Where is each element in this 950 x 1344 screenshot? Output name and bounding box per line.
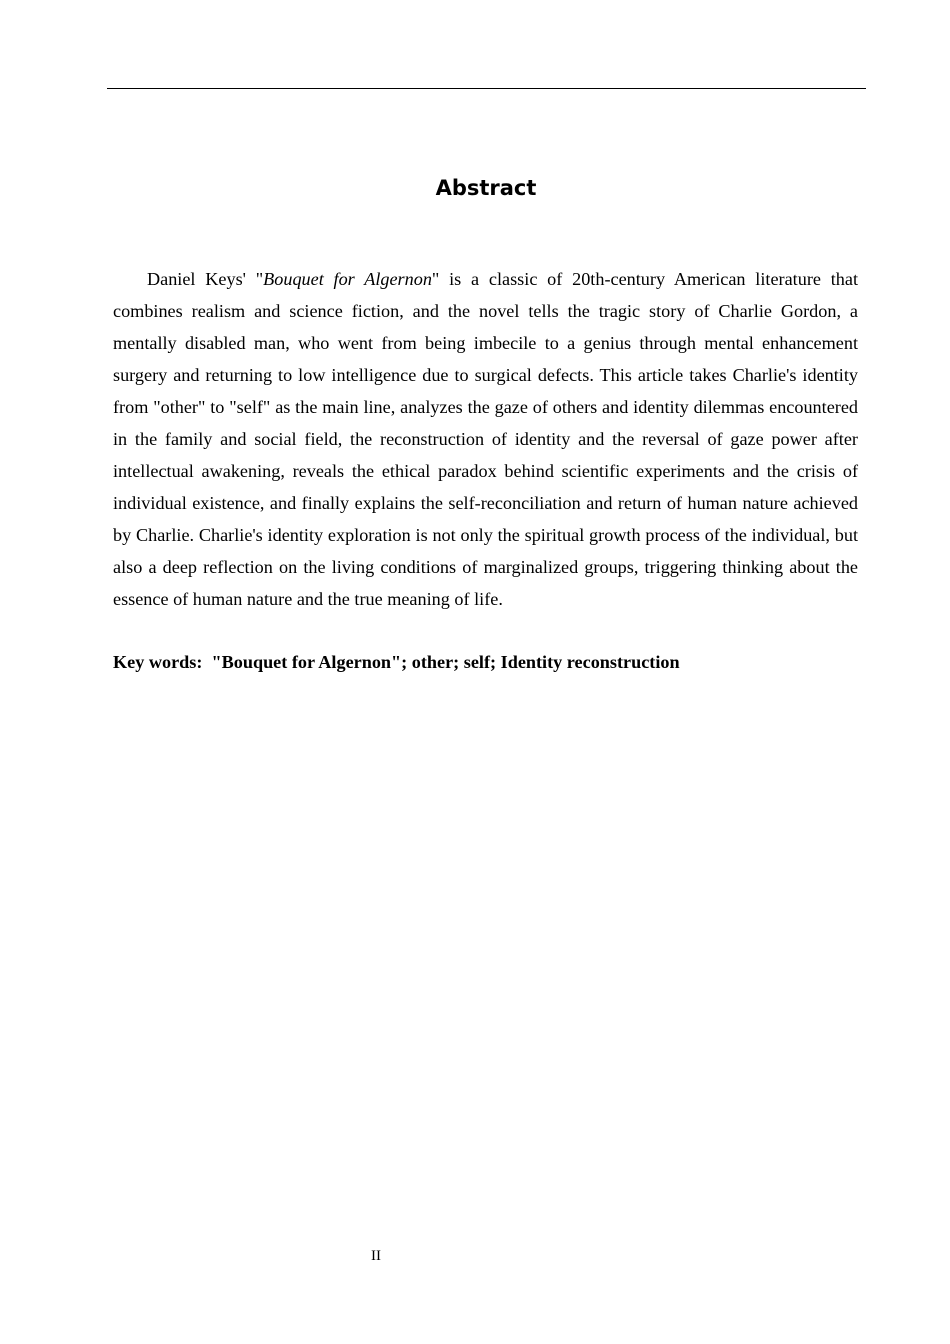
keywords-line <box>113 647 873 677</box>
book-title: Bouquet for Algernon <box>263 269 432 289</box>
abstract-paragraph <box>113 263 858 615</box>
abstract-body-text: " is a classic of 20th-century American literature that combines realism and science fiction, and the novel tells the tragic story of Charlie Gordon, a mentally disabled man, who went from being imbecile to a genius through mental enhancement surgery and returning to low intelligence due to surgical defects. This article takes Charlie's identity from "other" to "self" as the main line, analyzes the gaze of others and identity dilemmas encountered in the family and social field, the reconstruction of identity and the reversal of gaze power after intellectual awakening, reveals the ethical paradox behind scientific experiments and the crisis of individual existence, and finally explains the self-reconciliation and return of human nature achieved by Charlie. Charlie's identity exploration is not only the spiritual growth process of the individual, but also a deep reflection on the living conditions of marginalized groups, triggering thinking about the essence of human nature and the true meaning of life. <box>113 269 859 609</box>
keywords-label: Key words: <box>113 652 203 672</box>
page-title: Abstract <box>435 176 537 200</box>
header-rule <box>107 88 866 89</box>
abstract-intro: Daniel Keys' " <box>147 269 264 289</box>
keywords-values: "Bouquet for Algernon"; other; self; Identity reconstruction <box>211 652 680 672</box>
page-number: II <box>371 1248 381 1264</box>
